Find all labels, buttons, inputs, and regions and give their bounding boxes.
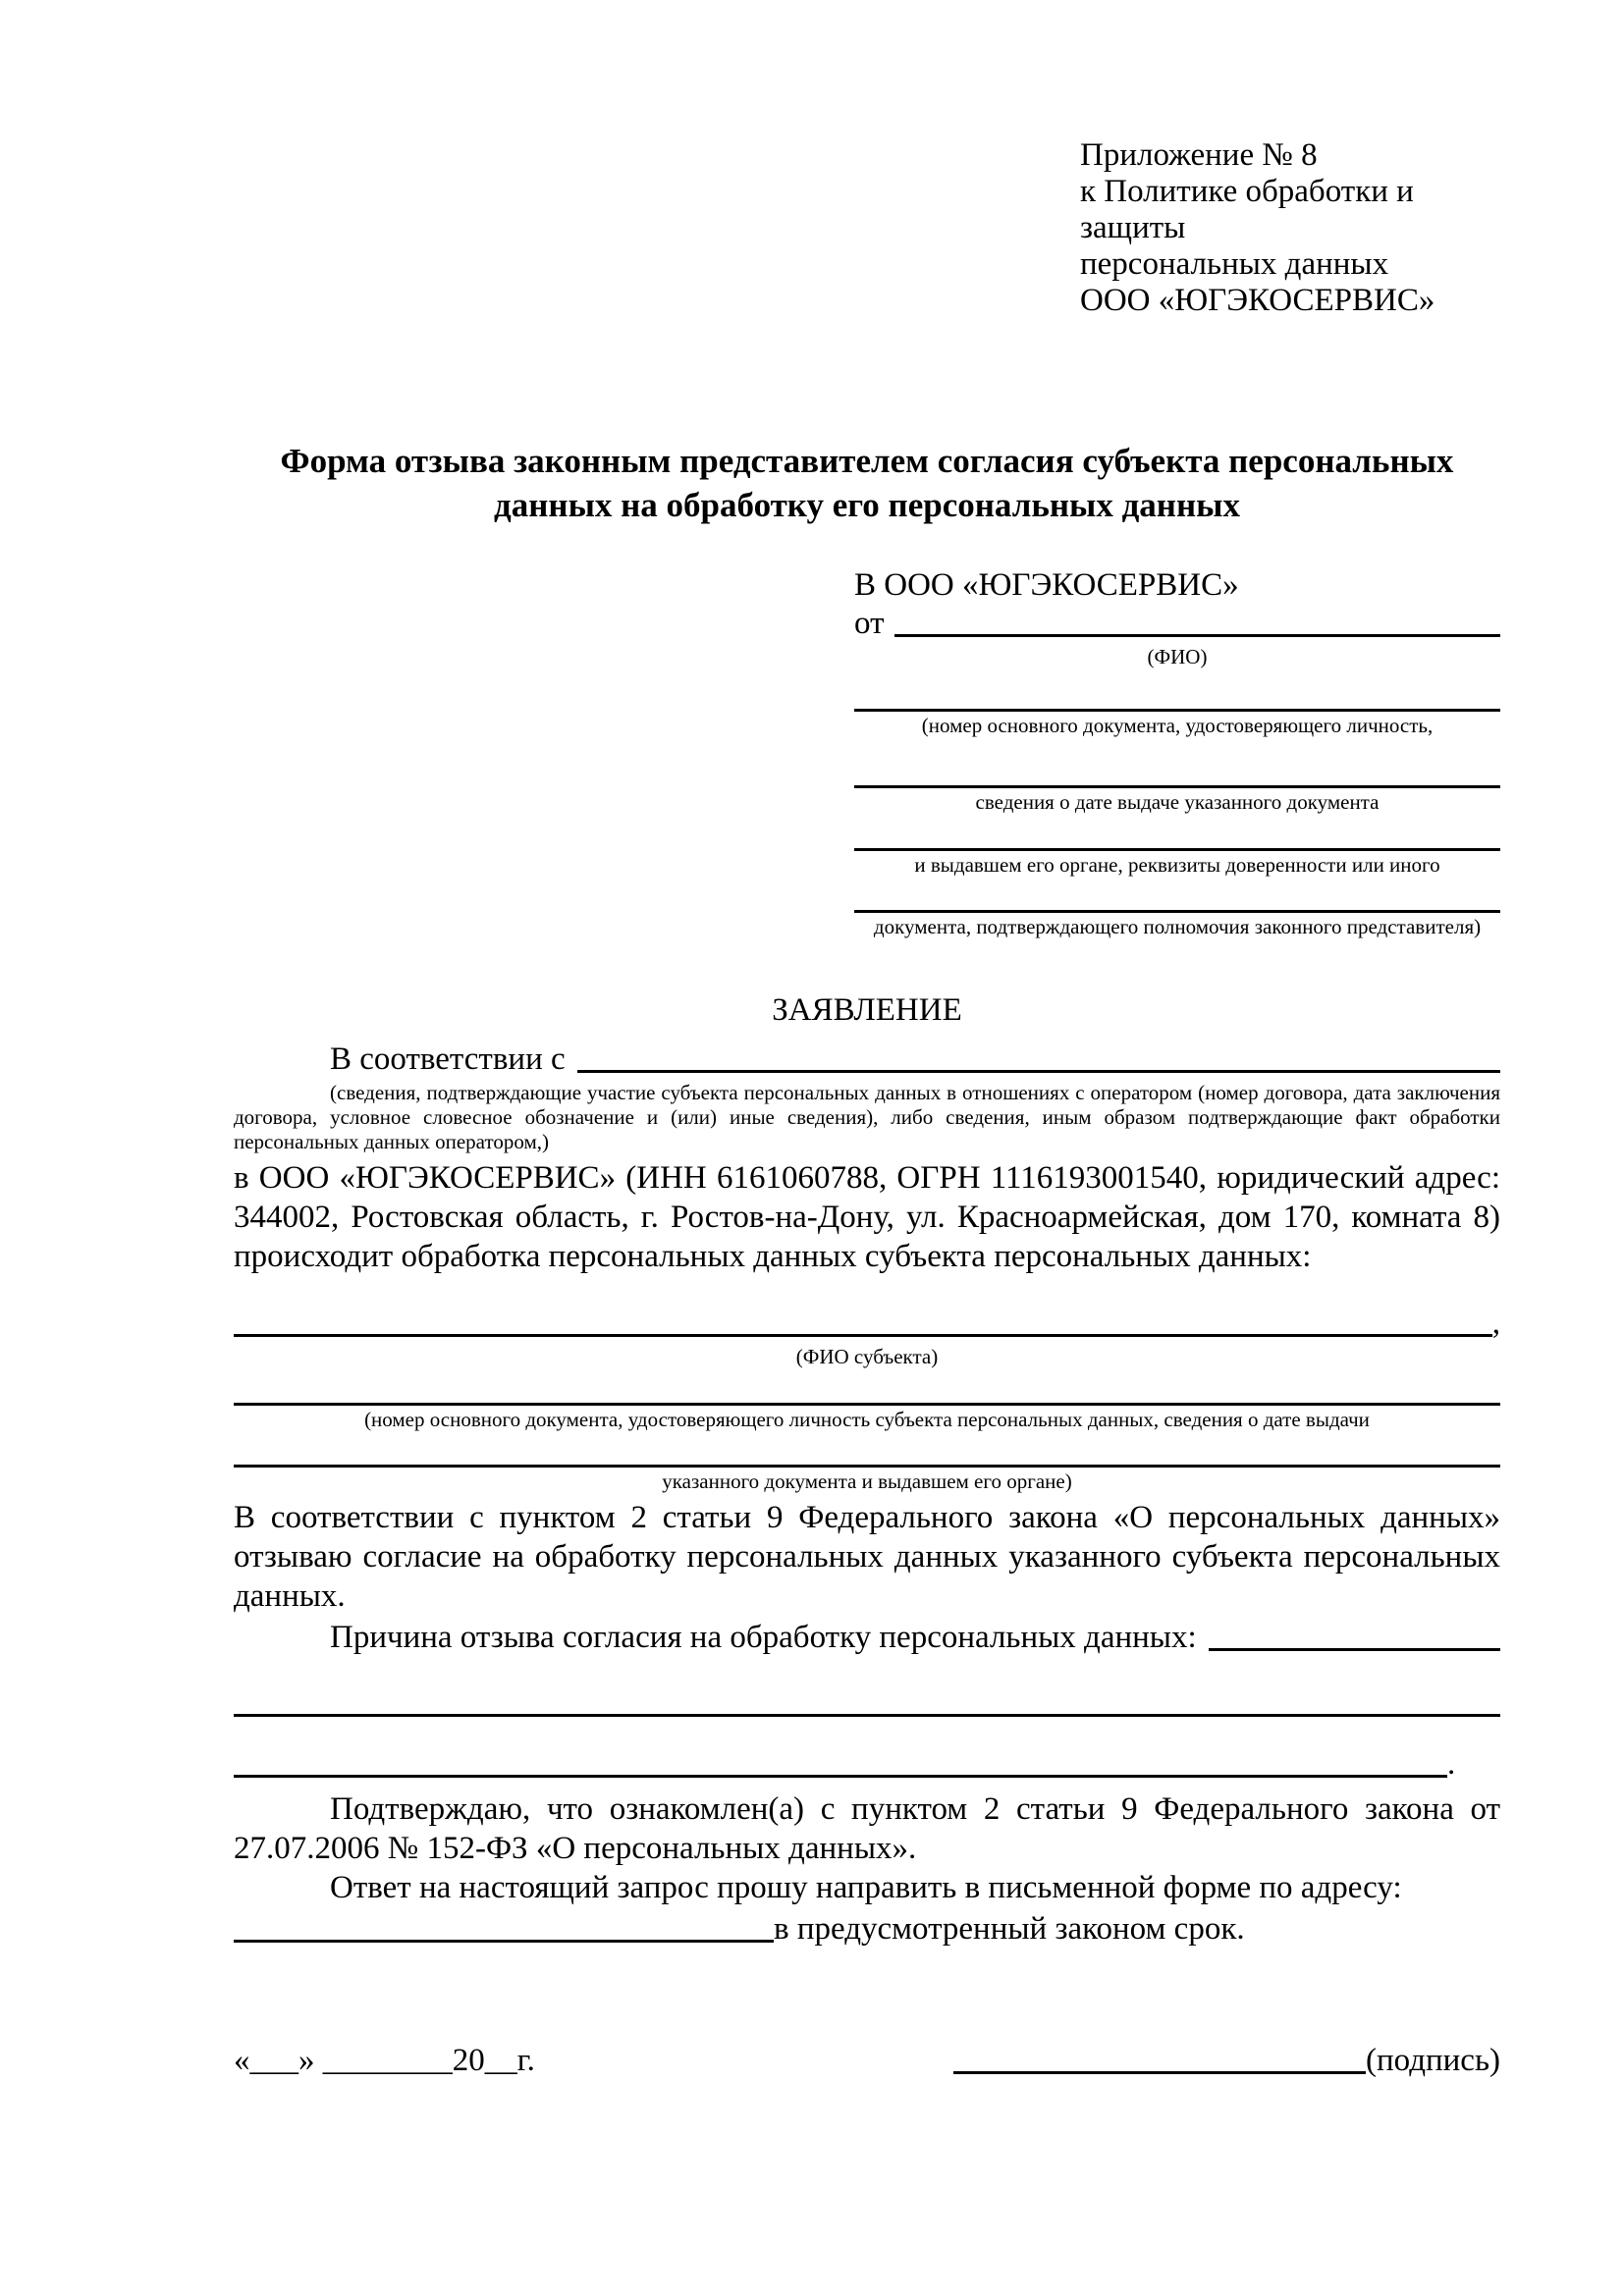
operator-paragraph: в ООО «ЮГЭКОСЕРВИС» (ИНН 6161060788, ОГРН 1116193001540, юридический адрес: 344002, Ростовская область, г. Ростов-на-Дону, ул. Красноармейская, дом 170, комната 8) происходит обработка персональных данных субъекта персональных данных: — [234, 1160, 1500, 1274]
basis-caption: (сведения, подтверждающие участие субъекта персональных данных в отношениях с оператором (номер договора, дата заключения договора, условное словесное обозначение и (или) иные сведения), либо сведения, иным образом подтверждающие факт обработки персональных данных оператором,) — [234, 1081, 1500, 1153]
reply-paragraph: Ответ на настоящий запрос прошу направить в письменной форме по адресу: — [330, 1870, 1402, 1905]
statement-heading: ЗАЯВЛЕНИЕ — [772, 992, 962, 1028]
subject-doc-blank-line-2 — [234, 1465, 1500, 1468]
date-line: «___» ________20__г. — [234, 2043, 535, 2078]
reply-address-blank-line — [234, 1940, 774, 1943]
fio-caption: (ФИО) — [1147, 645, 1208, 668]
recipient-company: В ООО «ЮГЭКОСЕРВИС» — [854, 567, 1239, 603]
document-title: Форма отзыва законным представителем согласия субъекта персональных данных на обработку его персональных данных — [280, 442, 1454, 524]
signature-block — [953, 2041, 1500, 2080]
reason-blank-line-2 — [234, 1775, 1447, 1778]
basis-blank-line — [577, 1070, 1500, 1073]
doc-number-caption: (номер основного документа, удостоверяющего личность, — [921, 714, 1434, 737]
appendix-number: Приложение № 8 — [1080, 137, 1318, 173]
recipient-block — [854, 566, 1500, 939]
from-label: от — [854, 606, 885, 641]
doc-number-blank-line — [854, 709, 1500, 712]
fio-blank-line — [894, 634, 1501, 637]
subject-doc-caption-1: (номер основного документа, удостоверяющего личность субъекта персональных данных, сведения о дате выдачи — [364, 1408, 1370, 1431]
doc-issue-date-caption: сведения о дате выдаче указанного документа — [975, 790, 1380, 814]
from-row — [854, 606, 1500, 643]
doc-authority-blank-line — [854, 848, 1500, 851]
trailing-period: . — [1447, 1746, 1456, 1782]
reason-row — [234, 1618, 1500, 1657]
doc-issue-date-blank-line — [854, 785, 1500, 788]
reason-blank-line-short — [1209, 1648, 1500, 1651]
footer-row — [234, 2041, 1500, 2080]
appendix-company: ООО «ЮГЭКОСЕРВИС» — [1080, 283, 1435, 318]
subject-fio-comma: , — [1491, 1306, 1500, 1341]
reply-tail: в предусмотренный законом срок. — [774, 1911, 1245, 1947]
appendix-policy-line: к Политике обработки и защиты — [1080, 174, 1414, 245]
signature-blank-line — [953, 2071, 1366, 2074]
reason-blank-line-1 — [234, 1714, 1500, 1717]
subject-doc-blank-line — [234, 1403, 1500, 1406]
reason-blank-line-2-row — [234, 1748, 1500, 1784]
signature-caption: (подпись) — [1366, 2043, 1500, 2078]
doc-powers-blank-line — [854, 910, 1500, 913]
doc-powers-caption: документа, подтверждающего полномочия законного представителя) — [873, 915, 1482, 938]
in-accordance-label: В соответствии с — [330, 1041, 566, 1077]
subject-fio-caption: (ФИО субъекта) — [795, 1345, 939, 1368]
confirm-paragraph: Подтверждаю, что ознакомлен(а) с пунктом 2 статьи 9 Федерального закона от 27.07.2006 № 152-ФЗ «О персональных данных». — [234, 1791, 1500, 1866]
subject-fio-blank-line — [234, 1334, 1492, 1337]
withdrawal-paragraph: В соответствии с пунктом 2 статьи 9 Федерального закона «О персональных данных» отзываю согласие на обработку персональных данных указанного субъекта персональных данных. — [234, 1500, 1500, 1614]
subject-fio-row — [234, 1308, 1500, 1343]
subject-doc-caption-2: указанного документа и выдавшем его органе) — [662, 1469, 1072, 1493]
appendix-policy-line2: персональных данных — [1080, 246, 1389, 282]
reason-label: Причина отзыва согласия на обработку персональных данных: — [330, 1620, 1197, 1655]
appendix-header — [1080, 137, 1500, 319]
reply-address-row — [234, 1907, 1500, 1949]
doc-authority-caption: и выдавшем его органе, реквизиты доверенности или иного — [914, 853, 1440, 877]
in-accordance-row — [234, 1040, 1500, 1079]
